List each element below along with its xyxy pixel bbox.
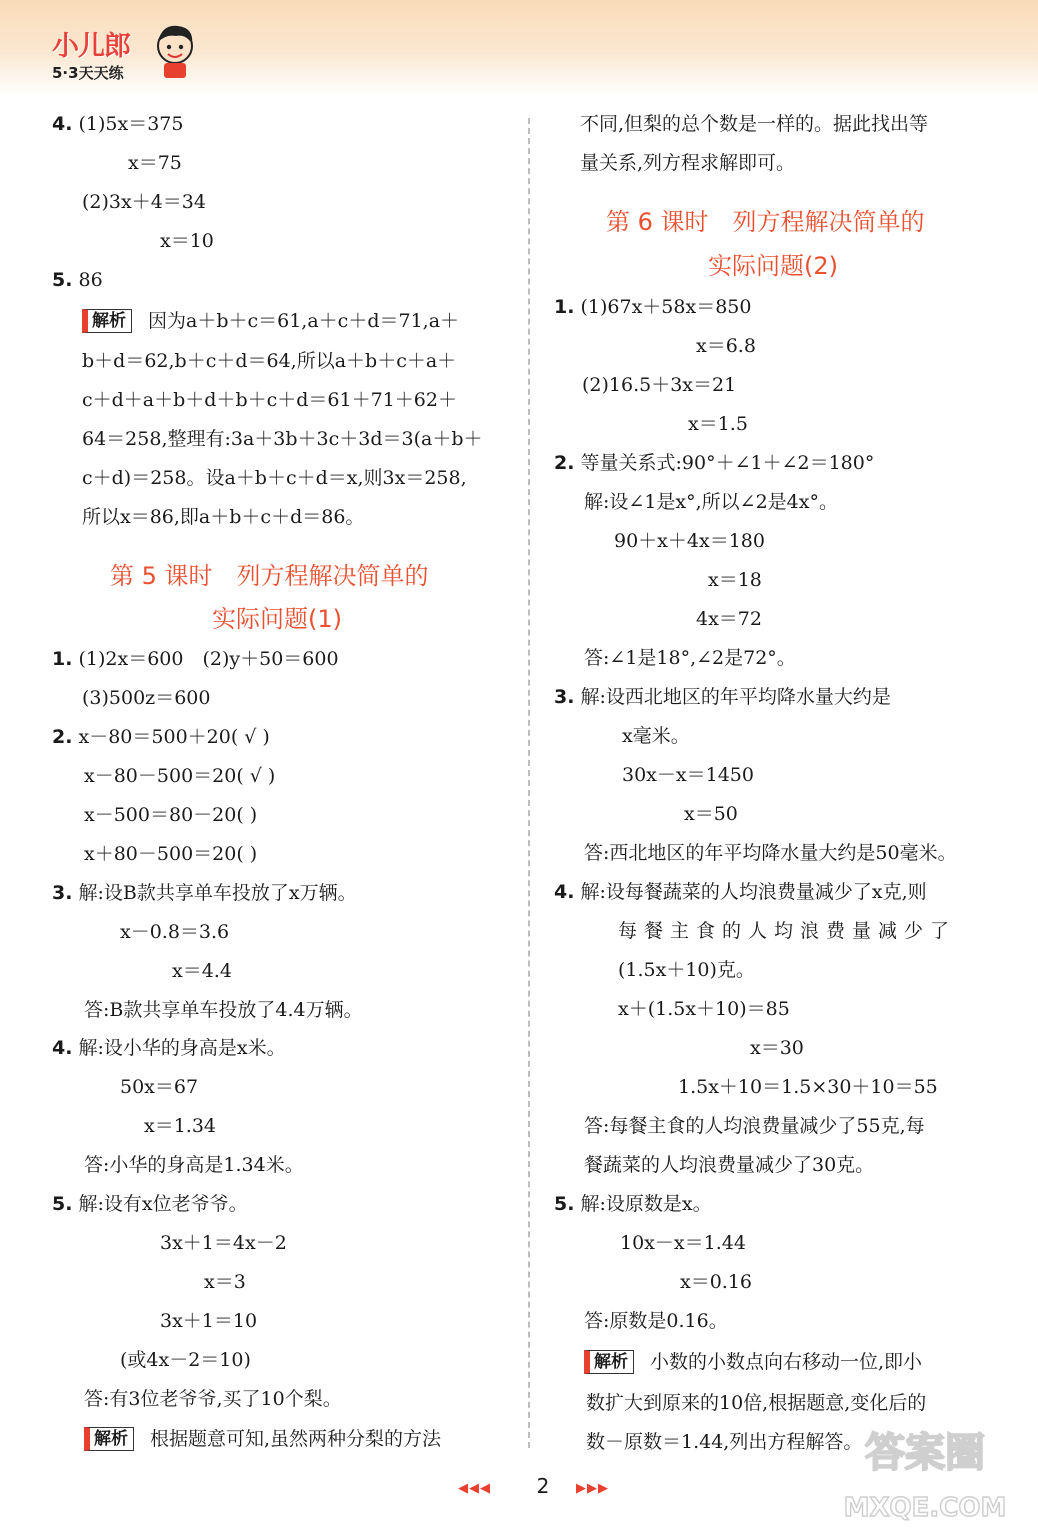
eq: (2)16.5＋3x＝21 [582,374,737,396]
text: x毫米。 [622,725,690,747]
page-header [0,0,1038,96]
text: 小数的小数点向右移动一位,即小 [650,1351,923,1373]
section-subtitle-6: 实际问题(2) [708,252,838,280]
q-number: 5. [52,269,73,291]
text: 答:小华的身高是1.34米。 [84,1154,304,1176]
prev-arrows-icon: ◀◀◀ [458,1481,491,1496]
analysis-tag: 解析 [584,1350,634,1374]
eq: x＝75 [128,152,182,174]
eq: x＝0.16 [680,1271,753,1293]
text: 所以x＝86,即a＋b＋c＋d＝86。 [82,506,365,528]
analysis-tag: 解析 [84,1427,134,1451]
text: 数扩大到原来的10倍,根据题意,变化后的 [586,1392,927,1414]
question-4 [52,111,183,137]
eq: x＝50 [684,803,738,825]
question-5 [52,267,103,293]
text: (1.5x＋10)克。 [618,959,755,981]
text: 解:设∠1是x°,所以∠2是4x°。 [584,491,838,513]
analysis-tag: 解析 [82,309,132,333]
s6-question-4 [554,879,927,905]
eq: x＝1.34 [144,1115,217,1137]
eq: (1)5x＝375 [78,113,184,135]
eq: x＋(1.5x＋10)＝85 [618,998,790,1020]
section-title-5: 第 5 课时 列方程解决简单的 [110,562,429,590]
text: 数－原数＝1.44,列出方程解答。 [586,1431,863,1453]
eq: x＝4.4 [172,960,232,982]
text: 解:设小华的身高是x米。 [78,1037,286,1059]
eq: 50x＝67 [120,1076,199,1098]
text: 解:设西北地区的年平均降水量大约是 [580,686,891,708]
watermark-text: 答案圈 [865,1430,985,1476]
text: 64＝258,整理有:3a＋3b＋3c＋3d＝3(a＋b＋ [82,428,483,450]
eq: 1.5x＋10＝1.5×30＋10＝55 [678,1076,938,1098]
eq: x－80＝500＋20( √ ) [78,726,270,748]
s5-question-5 [52,1191,248,1217]
watermark-logo [820,1418,1030,1530]
text: 答:有3位老爷爷,买了10个梨。 [84,1388,342,1410]
eq: x＋80－500＝20( ) [84,843,258,865]
logo-title: 小儿郎 [52,31,130,62]
answer: 86 [78,269,103,291]
text: 解:设有x位老爷爷。 [78,1193,248,1215]
eq: (1)67x＋58x＝850 [580,296,752,318]
analysis-line [84,1426,441,1452]
eq: x－500＝80－20( ) [84,804,258,826]
text: 等量关系式:90°＋∠1＋∠2＝180° [580,452,875,474]
column-divider [528,118,530,1448]
q-number: 4. [52,113,73,135]
q-number: 5. [52,1193,73,1215]
page-number: 2 [536,1474,550,1498]
q-number: 1. [554,296,575,318]
eq: 30x－x＝1450 [622,764,754,786]
q-number: 4. [554,881,575,903]
analysis-line [82,308,514,334]
q-number: 3. [52,882,73,904]
eq: x＝10 [160,230,214,252]
mascot-icon [150,20,200,80]
text: 答:原数是0.16。 [584,1310,728,1332]
eq: (3)500z＝600 [82,687,211,709]
text: 解:设每餐蔬菜的人均浪费量减少了x克,则 [580,881,927,903]
logo-subtitle: 5·3天天练 [52,64,124,82]
s6-question-3 [554,684,1016,710]
eq: x＝6.8 [696,335,756,357]
text: 答:每餐主食的人均浪费量减少了55克,每 [584,1115,925,1137]
s5-question-2 [52,724,270,750]
text: 根据题意可知,虽然两种分梨的方法 [150,1428,442,1450]
text: b＋d＝62,b＋c＋d＝64,所以a＋b＋c＋a＋ [82,350,457,372]
text: 答:∠1是18°,∠2是72°。 [584,647,796,669]
q-number: 3. [554,686,575,708]
section-subtitle-5: 实际问题(1) [212,605,342,633]
text: c＋d＋a＋b＋d＋b＋c＋d＝61＋71＋62＋ [82,389,457,411]
eq: (2)3x＋4＝34 [82,191,206,213]
text: 不同,但梨的总个数是一样的。据此找出等 [580,113,929,135]
q-number: 1. [52,648,73,670]
eq: 3x＋1＝4x－2 [160,1232,287,1254]
eq: x－80－500＝20( √ ) [84,765,276,787]
text: 每餐主食的人均浪费量减少了 [618,920,957,942]
q-number: 2. [554,452,575,474]
text: 餐蔬菜的人均浪费量减少了30克。 [584,1154,875,1176]
text: 答:B款共享单车投放了4.4万辆。 [84,999,363,1021]
eq: (1)2x＝600 (2)y＋50＝600 [78,648,339,670]
s6-question-1 [554,294,751,320]
eq: x＝1.5 [688,413,748,435]
eq: x＝30 [750,1037,804,1059]
text: 因为a＋b＋c＝61,a＋c＋d＝71,a＋ [148,310,460,332]
s6-question-5 [554,1191,712,1217]
s5-question-4 [52,1035,286,1061]
q-number: 2. [52,726,73,748]
q-number: 5. [554,1193,575,1215]
section-title-6: 第 6 课时 列方程解决简单的 [606,208,925,236]
eq: 4x＝72 [696,608,762,630]
watermark-url: MXQE.COM [843,1493,1007,1523]
text: c＋d)＝258。设a＋b＋c＋d＝x,则3x＝258, [82,467,467,489]
s5-question-3 [52,880,357,906]
s5-question-1 [52,646,339,672]
next-arrows-icon: ▶▶▶ [576,1481,609,1496]
text: 量关系,列方程求解即可。 [580,152,796,174]
eq: 90＋x＋4x＝180 [614,530,765,552]
eq: 3x＋1＝10 [160,1310,258,1332]
q-number: 4. [52,1037,73,1059]
eq: x＝3 [204,1271,246,1293]
eq: x－0.8＝3.6 [120,921,230,943]
analysis-line [584,1349,922,1375]
text: 解:设B款共享单车投放了x万辆。 [78,882,357,904]
text: 答:西北地区的年平均降水量大约是50毫米。 [584,842,957,864]
text: 解:设原数是x。 [580,1193,712,1215]
eq: x＝18 [708,569,762,591]
s6-question-2 [554,450,874,476]
eq: 10x－x＝1.44 [620,1232,746,1254]
eq: (或4x－2＝10) [120,1349,251,1371]
